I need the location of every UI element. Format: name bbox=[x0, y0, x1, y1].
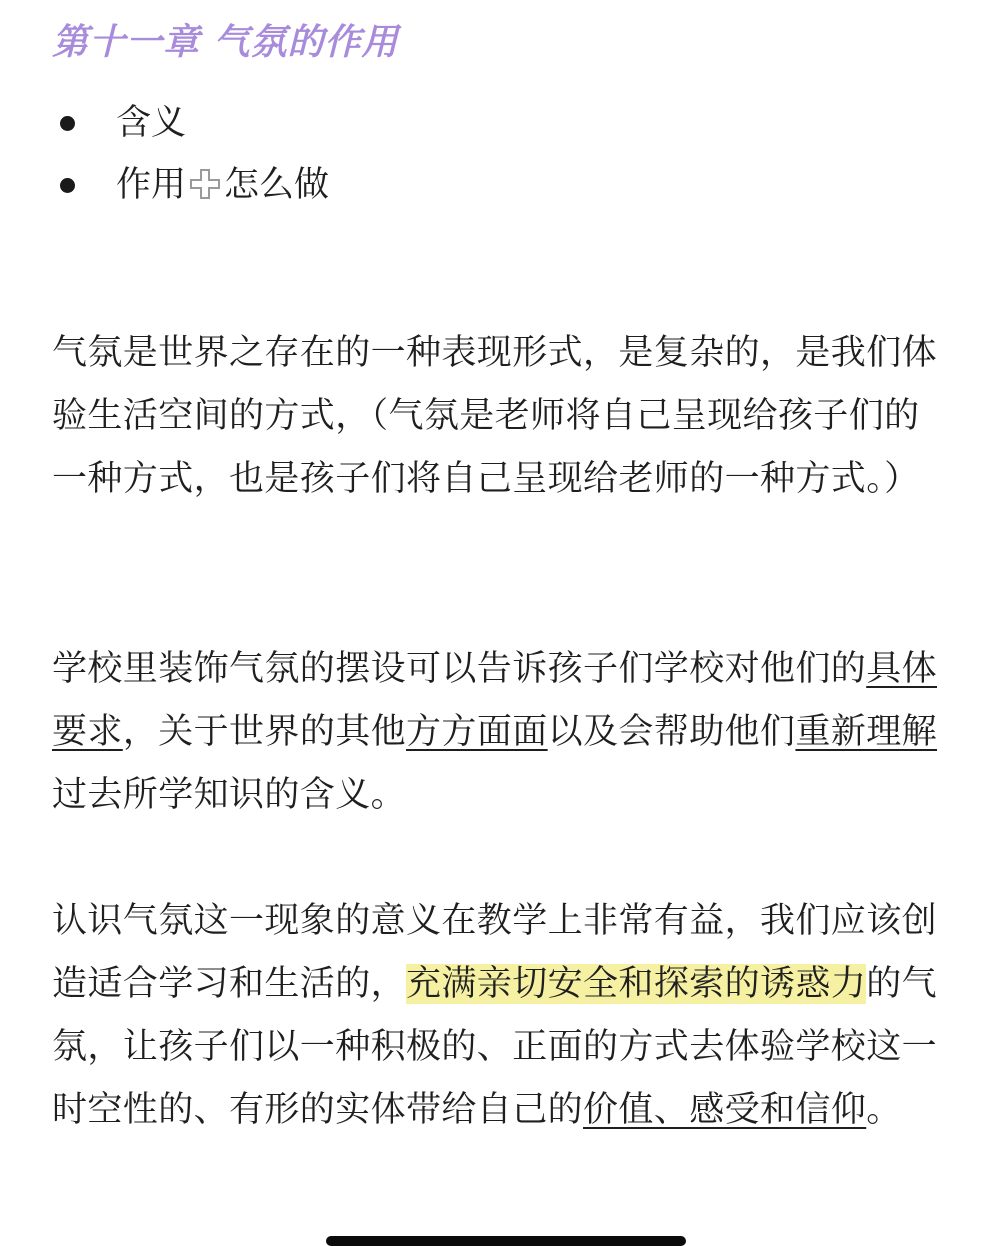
bullet-dot-icon bbox=[60, 116, 75, 131]
bullet-text: 含义 bbox=[116, 103, 187, 143]
chapter-title: 第十一章 气氛的作用 bbox=[52, 22, 399, 63]
underlined-phrase: 方方面面 bbox=[406, 712, 548, 752]
bullet-dot-icon bbox=[60, 178, 75, 193]
para2-text: 以及会帮助他们 bbox=[547, 712, 796, 752]
home-indicator[interactable] bbox=[326, 1236, 686, 1246]
plus-icon bbox=[187, 160, 223, 196]
bullet-text-before: 作用 bbox=[116, 165, 187, 205]
para2-text: 过去所学知识的含义。 bbox=[52, 775, 407, 815]
bullet-list bbox=[0, 92, 1000, 216]
underlined-phrase: 具体要求 bbox=[52, 649, 938, 752]
highlighted-phrase: 充满亲切安全和探索的诱惑力 bbox=[406, 964, 867, 1004]
underlined-phrase: 重新理解 bbox=[795, 712, 938, 752]
underlined-phrase: 价值、感受和信仰 bbox=[583, 1090, 867, 1130]
para3-text: 的气氛，让孩子们以一种积极的、正面的方式去体验学校这一时空性的、有形的实体带给自己的 bbox=[52, 964, 938, 1130]
bullet-item bbox=[0, 92, 1000, 154]
para3-text: 认识气氛这一现象的意义在教学上非常有益，我们应该创造适合学习和生活的， bbox=[52, 901, 938, 1004]
bullet-text-after: 怎么做 bbox=[224, 165, 330, 205]
para3-text: 。 bbox=[866, 1090, 902, 1130]
para2-text: ，关于世界的其他 bbox=[122, 712, 407, 752]
bullet-item bbox=[0, 154, 1000, 216]
paragraph-school-decoration bbox=[52, 638, 952, 827]
paragraph-teaching-significance bbox=[52, 890, 952, 1142]
paragraph-atmosphere-definition: 气氛是世界之存在的一种表现形式，是复杂的，是我们体验生活空间的方式，（气氛是老师将自己呈现给孩子们的一种方式，也是孩子们将自己呈现给老师的一种方式。） bbox=[52, 333, 938, 499]
para2-text: 学校里装饰气氛的摆设可以告诉孩子们学校对他们的 bbox=[52, 649, 867, 689]
